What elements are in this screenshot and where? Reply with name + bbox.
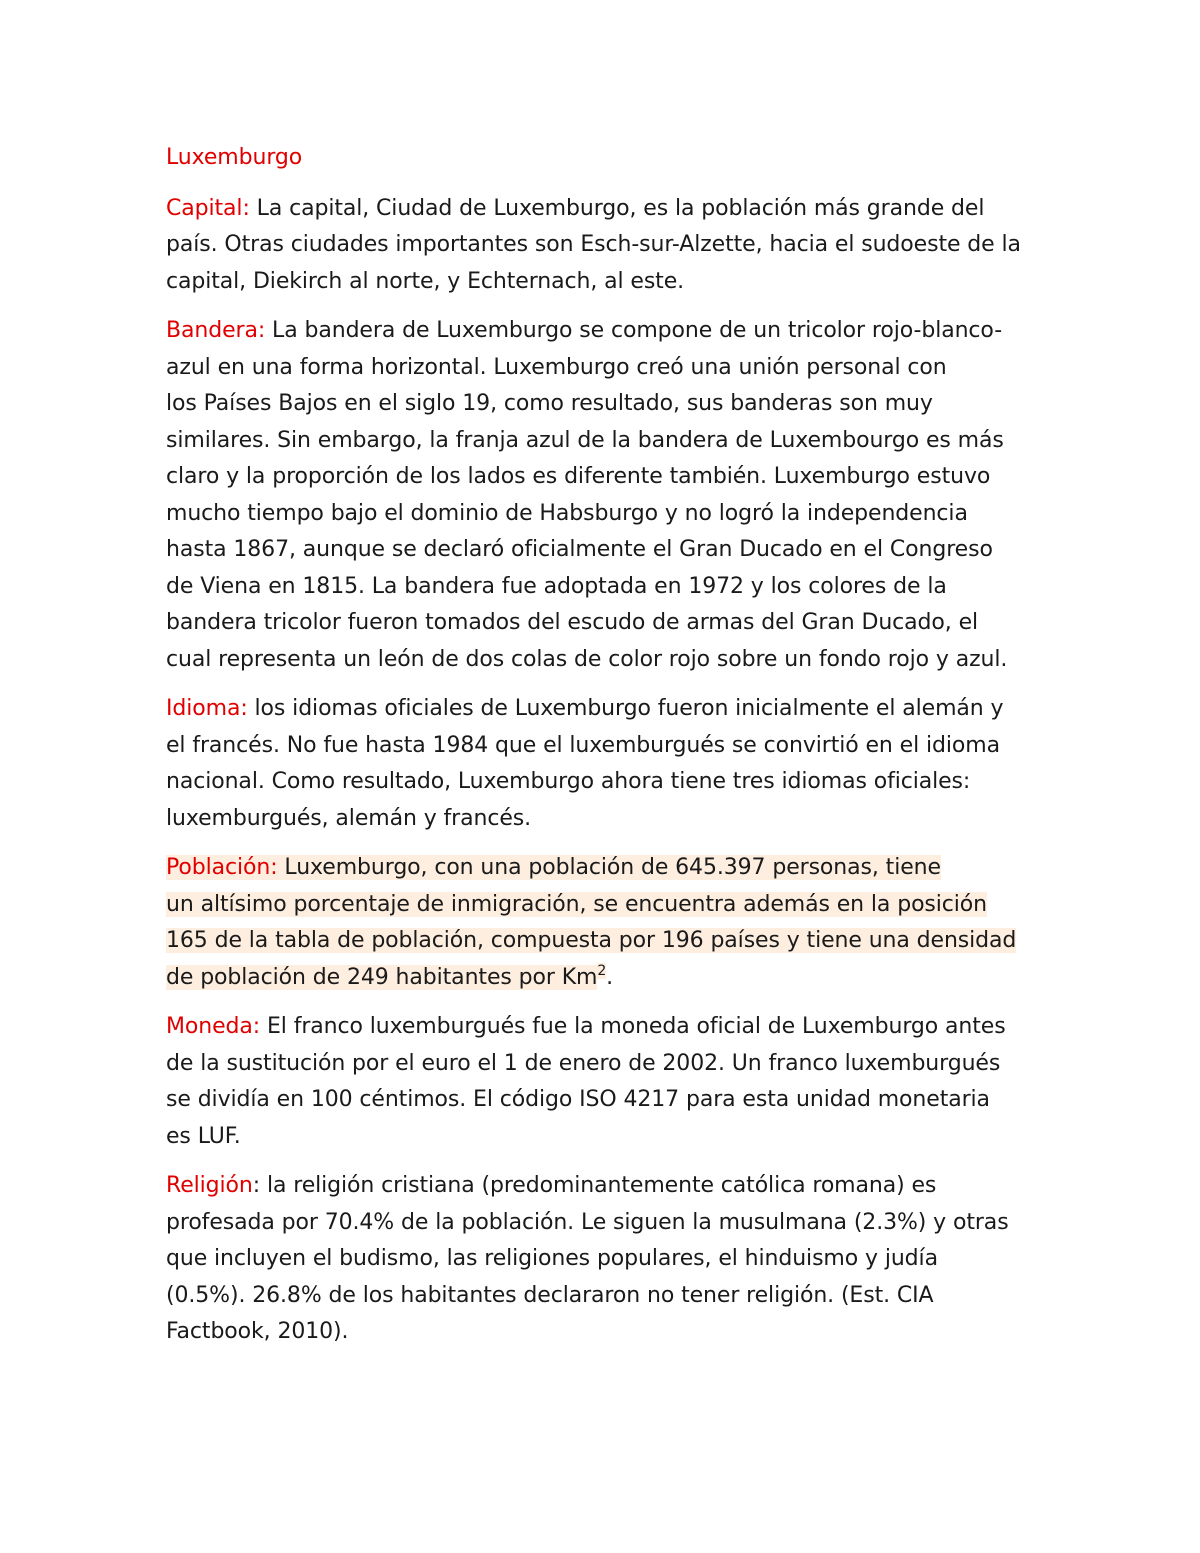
text-line: de la sustitución por el euro el 1 de enero de 2002. Un franco luxemburgués	[166, 1050, 1001, 1076]
section-label-bandera: Bandera:	[166, 318, 266, 343]
text-line: bandera tricolor fueron tomados del escudo de armas del Gran Ducado, el	[166, 610, 979, 635]
section-label-moneda: Moneda:	[166, 1014, 261, 1039]
text-line: los Países Bajos en el siglo 19, como resultado, sus banderas son muy	[166, 391, 933, 416]
section-idioma	[166, 691, 1046, 837]
text-line: luxemburgués, alemán y francés.	[166, 805, 532, 831]
section-label-religion: Religión	[166, 1173, 253, 1198]
section-poblacion	[166, 850, 1046, 996]
text-line	[166, 887, 1046, 924]
text-line	[166, 960, 1046, 997]
text-line: que incluyen el budismo, las religiones populares, el hinduismo y judía	[166, 1246, 938, 1271]
text-fragment: El franco luxemburgués fue la moneda oficial de Luxemburgo antes	[260, 1014, 1006, 1039]
text-line: el francés. No fue hasta 1984 que el luxemburgués se convirtió en el idioma	[166, 732, 1000, 758]
section-label-poblacion: Población:	[166, 855, 278, 880]
text-line	[166, 1168, 1046, 1205]
text-fragment: La capital, Ciudad de Luxemburgo, es la población más grande del	[249, 195, 985, 221]
section-moneda	[166, 1009, 1046, 1155]
text-line: hasta 1867, aunque se declaró oficialmente el Gran Ducado en el Congreso	[166, 537, 993, 562]
text-fragment: .	[606, 964, 614, 990]
section-bandera	[166, 313, 1046, 678]
document-title: Luxemburgo	[166, 145, 303, 170]
text-line: Factbook, 2010).	[166, 1319, 349, 1344]
text-line	[166, 850, 1046, 887]
text-fragment: los idiomas oficiales de Luxemburgo fueron inicialmente el alemán y	[247, 696, 1004, 721]
text-line	[166, 923, 1046, 960]
text-line	[166, 1009, 1046, 1046]
text-line	[166, 313, 1046, 350]
text-fragment: de población de 249 habitantes por Km	[166, 964, 598, 990]
text-fragment: 165 de la tabla de población, compuesta por 196 países y tiene una densidad	[166, 928, 1017, 953]
text-line: mucho tiempo bajo el dominio de Habsburgo y no logró la independencia	[166, 500, 968, 526]
section-label-capital: Capital:	[166, 195, 250, 221]
text-line: se dividía en 100 céntimos. El código ISO 4217 para esta unidad monetaria	[166, 1087, 990, 1112]
text-line: país. Otras ciudades importantes son Esch-sur-Alzette, hacia el sudoeste de la	[166, 232, 1021, 257]
text-fragment: La bandera de Luxemburgo se compone de un tricolor rojo-blanco-	[265, 318, 1003, 343]
text-fragment: : la religión cristiana (predominantemente católica romana) es	[252, 1173, 937, 1198]
text-line	[166, 191, 1046, 228]
section-religion	[166, 1168, 1046, 1351]
text-line: de Viena en 1815. La bandera fue adoptada en 1972 y los colores de la	[166, 573, 947, 599]
superscript: 2	[597, 963, 607, 980]
text-line: claro y la proporción de los lados es diferente también. Luxemburgo estuvo	[166, 464, 991, 489]
text-fragment: Luxemburgo, con una población de 645.397 personas, tiene	[277, 855, 941, 880]
text-line	[166, 691, 1046, 728]
section-label-idioma: Idioma:	[166, 696, 248, 721]
text-line: es LUF.	[166, 1123, 241, 1149]
document-page	[166, 140, 1046, 1364]
section-capital	[166, 191, 1046, 301]
text-line: (0.5%). 26.8% de los habitantes declararon no tener religión. (Est. CIA	[166, 1282, 934, 1308]
text-fragment: un altísimo porcentaje de inmigración, se encuentra además en la posición	[166, 891, 988, 917]
text-line: azul en una forma horizontal. Luxemburgo creó una unión personal con	[166, 354, 947, 380]
text-line: cual representa un león de dos colas de color rojo sobre un fondo rojo y azul.	[166, 646, 1008, 672]
text-line: nacional. Como resultado, Luxemburgo ahora tiene tres idiomas oficiales:	[166, 769, 971, 794]
text-line: profesada por 70.4% de la población. Le siguen la musulmana (2.3%) y otras	[166, 1209, 1009, 1235]
text-line: similares. Sin embargo, la franja azul de la bandera de Luxembourgo es más	[166, 427, 1004, 453]
text-line: capital, Diekirch al norte, y Echternach, al este.	[166, 268, 685, 294]
